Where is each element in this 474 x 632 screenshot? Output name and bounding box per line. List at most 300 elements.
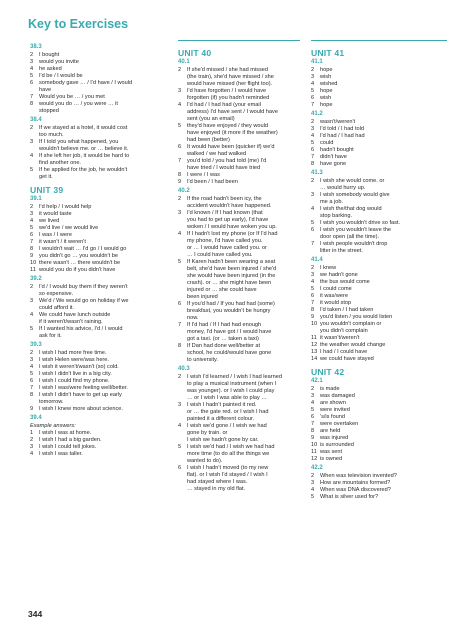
answer-line: … or I wish I was able to play … (187, 395, 267, 401)
answer-item (311, 356, 447, 363)
answer-text (187, 444, 300, 465)
answer-text (320, 133, 447, 140)
exercise-number: 41.2 (311, 111, 323, 117)
answer-line: I wish I hadn't painted it red. (187, 402, 257, 408)
item-number: 4 (311, 487, 315, 493)
answer-line: or … I would have called you. or (187, 245, 267, 251)
exercise-number: 39.4 (30, 415, 42, 421)
answer-line: could (320, 140, 334, 146)
answer-item (311, 421, 447, 428)
answer-line: you didn't go … you wouldn't be (39, 253, 118, 259)
answer-item (311, 456, 447, 463)
answer-line: … would hurry up. (320, 185, 366, 191)
item-number: 12 (311, 342, 318, 348)
exercise-section (311, 257, 447, 363)
answer-text (187, 123, 300, 144)
answer-line: stopped (39, 108, 59, 114)
column-3 (311, 40, 447, 503)
answer-line: hope (320, 88, 333, 94)
exercise-section (311, 111, 447, 168)
answer-item (30, 232, 168, 239)
answer-line: were invited (320, 407, 350, 413)
answer-line: crash). or … she might have been (187, 280, 272, 286)
item-number: 3 (311, 393, 315, 399)
item-number: 3 (178, 88, 182, 94)
answer-item (311, 265, 447, 272)
answer-text (320, 421, 447, 428)
answer-line: I'd told / I had told (320, 126, 364, 132)
answer-line: If I wanted his advice, I'd / I would (39, 326, 123, 332)
answer-text (320, 400, 447, 407)
item-number: 4 (311, 279, 315, 285)
answer-item (311, 473, 447, 480)
exercise-number: 40.1 (178, 59, 190, 65)
answer-text (320, 293, 447, 300)
item-number: 7 (30, 239, 34, 245)
item-number: 7 (311, 102, 315, 108)
answer-text (39, 239, 168, 246)
answer-line: I wish I had a big garden. (39, 437, 102, 443)
answer-line: wish (320, 74, 332, 80)
answer-item (311, 67, 447, 74)
exercise-section (311, 170, 447, 255)
item-number: 2 (311, 473, 315, 479)
item-number: 8 (30, 246, 34, 252)
answer-line: If I told you what happened, you (39, 139, 119, 145)
answer-text (320, 81, 447, 88)
exercise-number: 42.1 (311, 378, 323, 384)
answer-item (311, 386, 447, 393)
answer-line: stop barking. (320, 213, 353, 219)
answer-item (311, 342, 447, 349)
answer-line: I'd had / I had had (your email (187, 102, 261, 108)
item-number: 5 (311, 407, 315, 413)
answer-item (311, 178, 447, 192)
answer-item (311, 192, 447, 206)
answer-line: If he applied for the job, he wouldn't (39, 167, 128, 173)
answer-item (311, 286, 447, 293)
answer-item (30, 364, 168, 371)
column-2 (178, 40, 300, 495)
answer-item (30, 312, 168, 326)
answer-line: to play a musical instrument (when I (187, 381, 277, 387)
exercise-number: 40.2 (178, 188, 190, 194)
item-number: 4 (311, 206, 315, 212)
answer-item (30, 59, 168, 66)
answer-line: was sent (320, 449, 343, 455)
answer-line: I'd help / I would help (39, 204, 92, 210)
answer-item (30, 430, 168, 437)
answer-line: were overtaken (320, 421, 359, 427)
answer-text (39, 125, 168, 139)
answer-item (311, 147, 447, 154)
answer-item (311, 400, 447, 407)
answer-item (178, 144, 300, 158)
answer-item (311, 88, 447, 95)
answer-line: I'd be / I would be (39, 73, 83, 79)
item-number: 2 (30, 52, 34, 58)
answer-item (30, 378, 168, 385)
item-number: 5 (178, 259, 182, 265)
answer-line: get it. (39, 174, 53, 180)
answer-line: I was / I were (39, 232, 72, 238)
answer-item (30, 204, 168, 211)
answer-text (320, 88, 447, 95)
exercise-section (30, 276, 168, 340)
answer-item (178, 301, 300, 322)
exercise-number: 38.4 (30, 117, 42, 123)
answer-text (187, 210, 300, 231)
item-number: 7 (311, 241, 315, 247)
answer-text (320, 95, 447, 102)
answer-line: we'd live / we would live (39, 225, 99, 231)
answer-text (320, 314, 447, 321)
answer-item (30, 392, 168, 406)
answer-line: I could come (320, 286, 352, 292)
item-number: 3 (178, 402, 182, 408)
answer-text (320, 227, 447, 241)
answer-line: wished (320, 81, 338, 87)
answer-item (30, 52, 168, 59)
answer-line: If you'd had / If you had had (some) (187, 301, 275, 307)
item-number: 6 (311, 293, 315, 299)
answer-line: walked / we had walked (187, 151, 247, 157)
answer-text (39, 73, 168, 80)
answer-text (39, 66, 168, 73)
item-number: 5 (178, 123, 182, 129)
answer-text (320, 335, 447, 342)
unit-heading: UNIT 40 (178, 48, 212, 58)
answer-item (178, 172, 300, 179)
answer-line: I'd taken / I had taken (320, 307, 374, 313)
answer-line: We'd / We would go on holiday if we (39, 298, 129, 304)
answer-line: When was television invented? (320, 473, 397, 479)
answer-text (39, 101, 168, 115)
answer-line: I were / I was (187, 172, 220, 178)
item-number: 3 (311, 192, 315, 198)
answer-line: forgotten (if) you hadn't reminded (187, 95, 270, 101)
answer-line: When was DNA discovered? (320, 487, 391, 493)
answer-item (311, 435, 447, 442)
item-number: 8 (178, 172, 182, 178)
answer-line: didn't have (320, 154, 347, 160)
answer-item (311, 487, 447, 494)
item-number: 2 (311, 265, 315, 271)
answer-text (320, 349, 447, 356)
item-number: 11 (30, 267, 36, 273)
unit-heading: UNIT 41 (311, 48, 345, 58)
answer-line: is surrounded (320, 442, 354, 448)
answer-line: I wish I could tell jokes. (39, 444, 97, 450)
answer-item (311, 133, 447, 140)
answer-text (320, 119, 447, 126)
answer-line: could afford it. (39, 305, 75, 311)
answer-item (30, 218, 168, 225)
answer-line: she would have been injured (in the (187, 273, 276, 279)
exercise-section (311, 378, 447, 463)
answer-text (320, 220, 447, 227)
item-number: 6 (178, 301, 182, 307)
item-number: 5 (311, 494, 315, 500)
answer-item (311, 161, 447, 168)
answer-item (30, 101, 168, 115)
answer-line: I wish I could find my phone. (39, 378, 110, 384)
answer-text (187, 374, 300, 402)
answer-text (320, 487, 447, 494)
item-number: 2 (311, 119, 315, 125)
exercise-number: 41.3 (311, 170, 323, 176)
answer-item (178, 231, 300, 259)
answer-text (187, 465, 300, 493)
answer-item (30, 406, 168, 413)
answer-line: If we stayed at a hotel, it would cost (39, 125, 128, 131)
answer-text (320, 206, 447, 220)
answer-item (311, 74, 447, 81)
item-number: 8 (311, 161, 315, 167)
answer-item (30, 253, 168, 260)
answer-text (320, 407, 447, 414)
answer-text (39, 52, 168, 59)
answer-item (30, 326, 168, 340)
answer-item (311, 220, 447, 227)
answer-line: money, I'd have got / I would have (187, 329, 272, 335)
answer-item (311, 154, 447, 161)
answer-item (178, 179, 300, 186)
item-number: 10 (311, 442, 318, 448)
item-number: 9 (311, 435, 315, 441)
answer-item (30, 385, 168, 392)
answer-line: we lived (39, 218, 60, 224)
item-number: 4 (311, 133, 315, 139)
answer-item (311, 442, 447, 449)
exercise-section (30, 342, 168, 413)
answer-text (39, 364, 168, 371)
answer-item (178, 402, 300, 423)
answer-item (30, 437, 168, 444)
answer-text (187, 259, 300, 301)
answer-line: you had to get up early), I'd have (187, 217, 269, 223)
answer-text (39, 218, 168, 225)
item-number: 6 (311, 95, 315, 101)
answer-line: now. (187, 315, 199, 321)
answer-line: somebody gave … / I'd have / I would (39, 80, 133, 86)
item-number: 9 (30, 406, 34, 412)
answer-line: too much. (39, 132, 64, 138)
exercise-section (30, 415, 168, 458)
answer-item (30, 298, 168, 312)
exercise-section (311, 465, 447, 501)
answer-line: if it weren't/wasn't raining. (39, 319, 103, 325)
answer-line: they'd have enjoyed / they would (187, 123, 268, 129)
answer-text (39, 94, 168, 101)
answer-text (39, 284, 168, 298)
exercise-number: 39.3 (30, 342, 42, 348)
column-1 (30, 40, 168, 460)
answer-line: you didn't complain (320, 328, 368, 334)
answer-line: I wish we hadn't gone by car. (187, 437, 259, 443)
answer-item (178, 465, 300, 493)
answer-line: the bus would come (320, 279, 370, 285)
answer-line: I'd known / If I had known (that (187, 210, 263, 216)
answer-line: are shown (320, 400, 346, 406)
answer-line: I wish you wouldn't leave the (320, 227, 392, 233)
answer-line: If I hadn't lost my phone (or If I'd had (187, 231, 278, 237)
answer-text (39, 153, 168, 167)
answer-line: litter in the street. (320, 248, 363, 254)
answer-line: it was/were (320, 293, 348, 299)
answer-line: breakfast, you wouldn't be hungry (187, 308, 271, 314)
answer-item (311, 300, 447, 307)
answer-text (39, 392, 168, 406)
answer-item (311, 95, 447, 102)
answer-line: it wasn't / it weren't (39, 239, 86, 245)
answer-line: I wish I had more free time. (39, 350, 107, 356)
answer-line: I wish I hadn't moved (to my new (187, 465, 269, 471)
answer-line: would have missed (her flight too). (187, 81, 273, 87)
answer-text (39, 451, 168, 458)
answer-line: would you do … / you were … it (39, 101, 118, 107)
item-number: 5 (30, 326, 34, 332)
item-number: 7 (30, 385, 34, 391)
item-number: 7 (311, 154, 315, 160)
answer-line: hadn't bought (320, 147, 354, 153)
answer-line: or … the gate red. or I wish I had (187, 409, 269, 415)
answer-line: so expensive. (39, 291, 74, 297)
item-number: 5 (178, 444, 182, 450)
item-number: 3 (311, 480, 315, 486)
answer-text (39, 267, 168, 274)
item-number: 3 (311, 74, 315, 80)
answer-item (30, 357, 168, 364)
answer-line: I had / I could have (320, 349, 368, 355)
answer-line: he asked (39, 66, 62, 72)
answer-text (320, 342, 447, 349)
answer-text (187, 102, 300, 123)
answer-line: we hadn't gone (320, 272, 358, 278)
answer-text (320, 102, 447, 109)
answer-item (311, 140, 447, 147)
answer-item (30, 246, 168, 253)
answer-line: injured or … she could have (187, 287, 257, 293)
answer-text (320, 286, 447, 293)
exercise-number: 40.3 (178, 366, 190, 372)
answer-text (320, 442, 447, 449)
answer-text (39, 385, 168, 392)
answer-text (39, 406, 168, 413)
answer-text (39, 260, 168, 267)
item-number: 3 (30, 139, 34, 145)
section-note: Example answers: (30, 423, 76, 429)
answer-text (39, 430, 168, 437)
answer-item (178, 158, 300, 172)
answer-line: If Karen hadn't been wearing a seat (187, 259, 276, 265)
answer-line: have tried / I would have tried (187, 165, 261, 171)
answer-text (39, 298, 168, 312)
item-number: 8 (311, 428, 315, 434)
item-number: 2 (30, 204, 34, 210)
answer-line: have (39, 87, 52, 93)
answer-line: gone by train. or (187, 430, 228, 436)
answer-line: me a job. (320, 199, 344, 205)
answer-line: was injured (320, 435, 349, 441)
answer-line: I wish I was taller. (39, 451, 83, 457)
item-number: 4 (30, 312, 34, 318)
answer-line: I wish it weren't/wasn't (so) cold. (39, 364, 119, 370)
answer-text (320, 435, 447, 442)
answer-line: I wish Helen were/was here. (39, 357, 109, 363)
answer-item (30, 167, 168, 181)
answer-line: I knew (320, 265, 337, 271)
answer-line: more time (to do all the things we (187, 451, 270, 457)
answer-line: wasn't/weren't (320, 119, 356, 125)
answer-text (39, 167, 168, 181)
answer-text (320, 265, 447, 272)
answer-line: If Dan had done well/better at (187, 343, 261, 349)
answer-item (30, 225, 168, 232)
answer-line: I wish somebody would give (320, 192, 390, 198)
item-number: 14 (311, 356, 318, 362)
answer-text (320, 480, 447, 487)
item-number: 2 (311, 386, 315, 392)
answer-line: woken / I would have woken you up. (187, 224, 277, 230)
answer-text (320, 300, 447, 307)
answer-line: ask for it. (39, 333, 62, 339)
answer-line: was younger). or I wish I could play (187, 388, 275, 394)
answer-line: my phone, I'd have called you. (187, 238, 263, 244)
item-number: 3 (30, 211, 34, 217)
item-number: 9 (311, 314, 315, 320)
answer-text (320, 74, 447, 81)
answer-item (311, 480, 447, 487)
answer-line: have gone (320, 161, 347, 167)
answer-text (187, 179, 300, 186)
answer-line: is made (320, 386, 340, 392)
item-number: 11 (311, 449, 317, 455)
item-number: 6 (311, 414, 315, 420)
answer-item (178, 423, 300, 444)
answer-text (39, 246, 168, 253)
answer-line: I wish I knew more about science. (39, 406, 123, 412)
answer-text (320, 161, 447, 168)
item-number: 3 (311, 272, 315, 278)
answer-line: wanted to do). (187, 458, 223, 464)
answer-text (187, 158, 300, 172)
answer-item (311, 279, 447, 286)
exercise-section (311, 59, 447, 109)
answer-item (178, 322, 300, 343)
item-number: 3 (30, 298, 34, 304)
answer-line: it would stop (320, 300, 352, 306)
answer-text (39, 350, 168, 357)
item-number: 1 (30, 430, 34, 436)
item-number: 2 (30, 125, 34, 131)
answer-line: would you do if you didn't have (39, 267, 116, 273)
answer-text (320, 386, 447, 393)
item-number: 6 (311, 227, 315, 233)
answer-text (39, 253, 168, 260)
answer-text (39, 437, 168, 444)
answer-text (320, 279, 447, 286)
answer-item (30, 267, 168, 274)
answer-line: door open (all the time). (320, 234, 380, 240)
answer-line: … I could have called you. (187, 252, 253, 258)
answer-text (320, 473, 447, 480)
answer-text (39, 378, 168, 385)
item-number: 3 (311, 126, 315, 132)
answer-text (320, 307, 447, 314)
answer-line: If she left her job, it would be hard to (39, 153, 130, 159)
exercise-number: 39.2 (30, 276, 42, 282)
